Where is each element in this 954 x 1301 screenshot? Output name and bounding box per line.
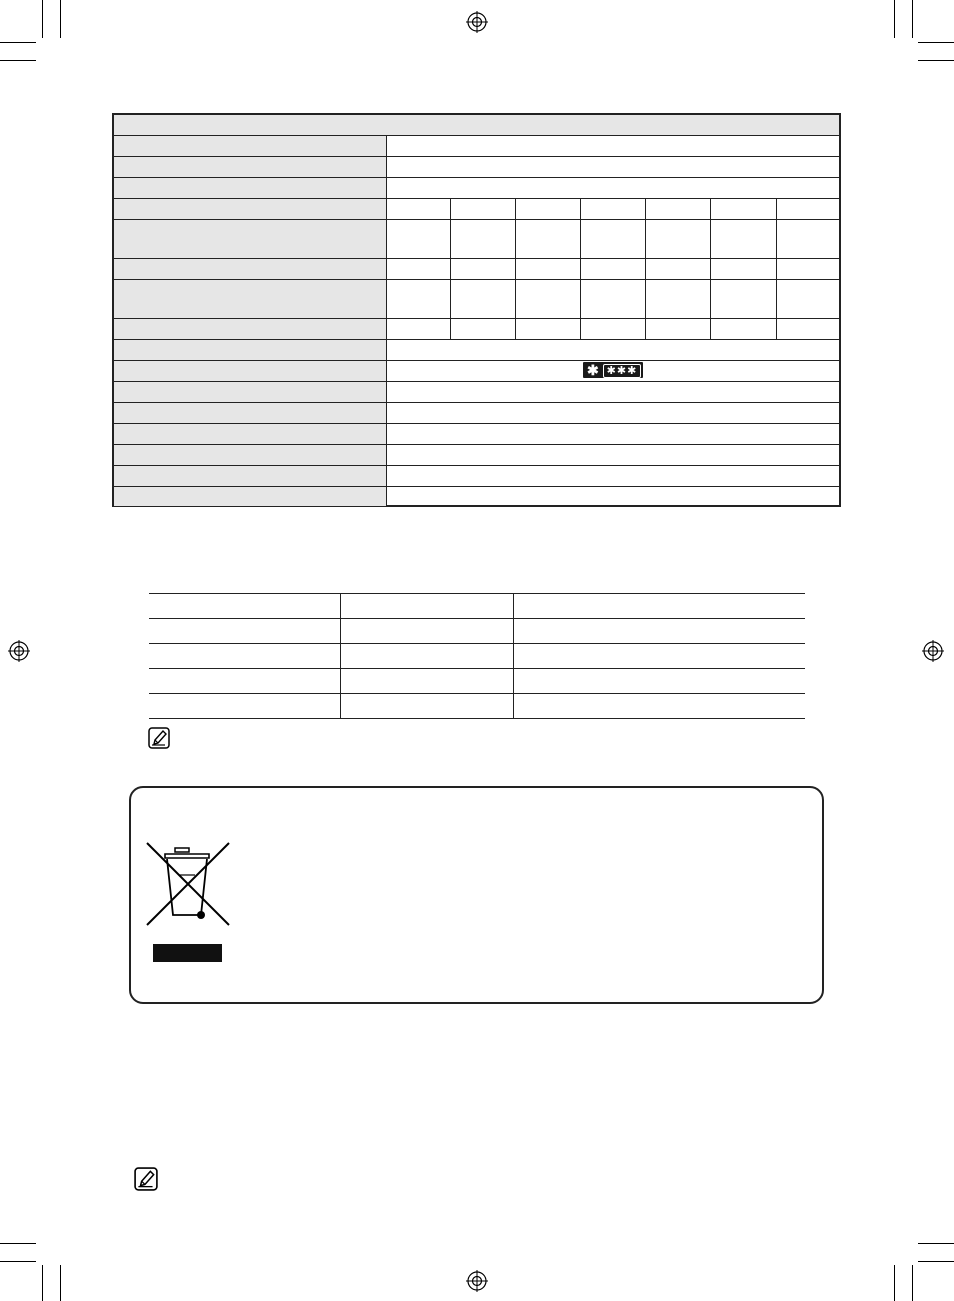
specification-table [112, 113, 841, 507]
crop-mark [42, 0, 43, 38]
table-rule [149, 593, 805, 594]
row-label-cell [114, 220, 387, 259]
crop-mark [0, 42, 36, 43]
crop-mark [0, 1261, 36, 1262]
table-row [114, 318, 839, 339]
value-cell [580, 319, 581, 339]
value-cell [710, 199, 711, 219]
table-row [114, 402, 839, 423]
registration-mark-icon [466, 11, 488, 33]
row-label-cell [114, 280, 387, 319]
value-cell [515, 280, 516, 319]
table-row [114, 219, 839, 259]
row-label-cell [114, 466, 387, 486]
climate-class-table [149, 593, 805, 719]
crop-mark [912, 1265, 913, 1301]
value-cell [450, 199, 451, 219]
table-row [114, 381, 839, 402]
value-cell [776, 280, 777, 319]
value-cell [776, 220, 777, 259]
crop-mark [912, 0, 913, 38]
row-label-cell [114, 487, 387, 506]
row-label-cell [114, 445, 387, 465]
table-row [114, 156, 839, 177]
note-pencil-icon [148, 727, 170, 749]
registration-mark-icon [8, 640, 30, 662]
value-cell [776, 259, 777, 279]
crop-mark [918, 60, 954, 61]
registration-mark-icon [466, 1270, 488, 1292]
column-divider [340, 593, 341, 719]
value-cell [515, 319, 516, 339]
table-rule [149, 668, 805, 669]
single-star-icon: ✱ [587, 362, 599, 378]
table-rule [149, 718, 805, 719]
crop-mark [918, 1243, 954, 1244]
table-header-row [114, 115, 839, 135]
row-label-cell [114, 382, 387, 402]
table-row [114, 444, 839, 465]
value-cell [710, 319, 711, 339]
crop-mark [60, 0, 61, 38]
value-cell [710, 280, 711, 319]
note-pencil-icon [134, 1167, 158, 1191]
table-row [114, 258, 839, 279]
row-label-cell [114, 361, 387, 381]
value-cell [450, 259, 451, 279]
triple-star-icon: ✱✱✱ [603, 364, 641, 378]
table-row [114, 360, 839, 381]
value-cell [515, 199, 516, 219]
table-row [114, 279, 839, 319]
table-row [114, 198, 839, 219]
value-cell [580, 199, 581, 219]
value-cell [450, 280, 451, 319]
table-rule [149, 643, 805, 644]
value-cell [580, 259, 581, 279]
table-rule [149, 618, 805, 619]
value-cell [645, 199, 646, 219]
table-rule [149, 693, 805, 694]
value-cell [645, 319, 646, 339]
value-cell [776, 319, 777, 339]
crop-mark [918, 42, 954, 43]
row-label-cell [114, 424, 387, 444]
table-row [114, 423, 839, 444]
value-cell [515, 220, 516, 259]
table-row [114, 486, 839, 506]
value-cell [645, 220, 646, 259]
crop-mark [894, 1265, 895, 1301]
value-cell [776, 199, 777, 219]
crop-mark [60, 1265, 61, 1301]
row-label-cell [114, 340, 387, 360]
value-cell [580, 280, 581, 319]
row-label-cell [114, 259, 387, 279]
row-label-cell [114, 157, 387, 177]
crossed-out-wheelie-bin-icon [143, 839, 233, 929]
value-cell [450, 319, 451, 339]
value-cell [645, 280, 646, 319]
freezer-star-rating-badge [583, 362, 643, 378]
row-label-cell [114, 178, 387, 198]
table-row [114, 135, 839, 156]
value-cell [710, 259, 711, 279]
value-cell [710, 220, 711, 259]
weee-date-bar [153, 944, 222, 962]
registration-mark-icon [922, 640, 944, 662]
value-cell [580, 220, 581, 259]
crop-mark [42, 1265, 43, 1301]
table-row [114, 465, 839, 486]
crop-mark [918, 1261, 954, 1262]
header-fill [114, 115, 839, 135]
crop-mark [894, 0, 895, 38]
column-divider [513, 593, 514, 719]
crop-mark [0, 60, 36, 61]
row-label-cell [114, 199, 387, 219]
row-label-cell [114, 136, 387, 156]
value-cell [645, 259, 646, 279]
value-cell [515, 259, 516, 279]
crop-mark [0, 1243, 36, 1244]
row-label-cell [114, 403, 387, 423]
row-label-cell [114, 319, 387, 339]
table-row [114, 339, 839, 360]
weee-disposal-box [129, 786, 824, 1004]
value-cell [450, 220, 451, 259]
table-row [114, 177, 839, 198]
